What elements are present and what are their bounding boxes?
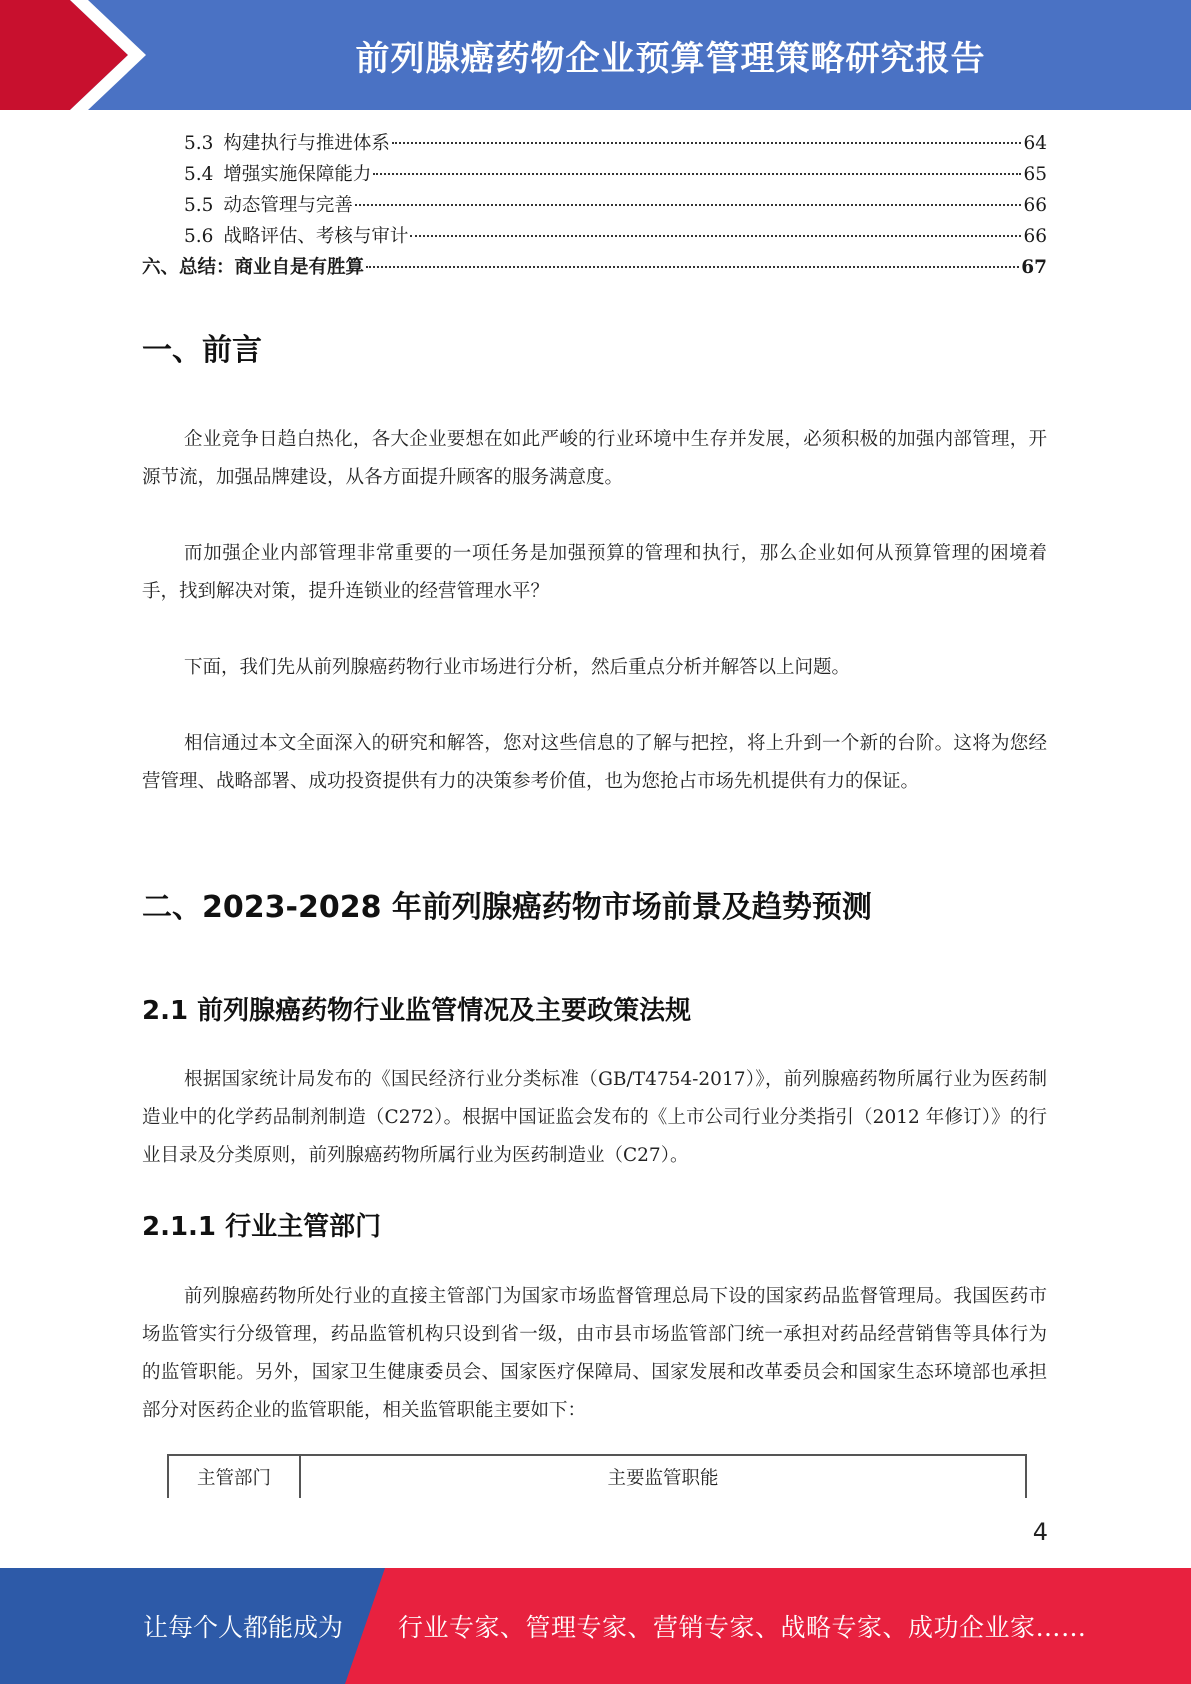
toc-entry[interactable]	[142, 252, 1047, 283]
toc-entry-number: 5.5	[184, 195, 214, 216]
paragraph: 相信通过本文全面深入的研究和解答，您对这些信息的了解与把控，将上升到一个新的台阶。这将为您经营管理、战略部署、成功投资提供有力的决策参考价值，也为您抢占市场先机提供有力的保证。	[142, 733, 1047, 792]
toc-entry-number: 5.3	[184, 133, 214, 154]
toc-entry-label: 动态管理与完善	[223, 195, 353, 216]
section-heading-market-outlook: 二、2023-2028 年前列腺癌药物市场前景及趋势预测	[142, 890, 872, 925]
page-header	[0, 0, 1191, 110]
paragraph: 而加强企业内部管理非常重要的一项任务是加强预算的管理和执行，那么企业如何从预算管理的困境着手，找到解决对策，提升连锁业的经营管理水平？	[142, 543, 1047, 602]
toc-entry-page: 65	[1023, 164, 1047, 185]
table-of-contents	[142, 128, 1047, 283]
toc-entry[interactable]	[142, 159, 1047, 190]
footer-slogan-right: 行业专家、管理专家、营销专家、战略专家、成功企业家……	[398, 1613, 1087, 1642]
paragraph: 根据国家统计局发布的《国民经济行业分类标准（GB/T4754-2017）》，前列腺癌药物所属行业为医药制造业中的化学药品制剂制造（C272）。根据中国证监会发布的《上市公司行业分类指引（2012 年修订）》的行业目录及分类原则，前列腺癌药物所属行业为医药制造业（C27）。	[142, 1069, 1047, 1166]
header-title: 前列腺癌药物企业预算管理策略研究报告	[355, 38, 986, 79]
toc-leader-dots	[392, 142, 1022, 144]
toc-leader-dots	[373, 173, 1021, 175]
paragraph: 前列腺癌药物所处行业的直接主管部门为国家市场监督管理总局下设的国家药品监督管理局。我国医药市场监管实行分级管理，药品监管机构只设到省一级，由市县市场监管部门统一承担对药品经营销售等具体行为的监管职能。另外，国家卫生健康委员会、国家医疗保障局、国家发展和改革委员会和国家生态环境部也承担部分对医药企业的监管职能，相关监管职能主要如下：	[142, 1286, 1047, 1421]
page-footer	[0, 1568, 1191, 1684]
toc-entry[interactable]	[142, 190, 1047, 221]
paragraph: 下面，我们先从前列腺癌药物行业市场进行分析，然后重点分析并解答以上问题。	[184, 657, 851, 678]
toc-entry-page: 66	[1023, 226, 1047, 247]
toc-entry[interactable]	[142, 221, 1047, 252]
paragraph: 企业竞争日趋白热化，各大企业要想在如此严峻的行业环境中生存并发展，必须积极的加强内部管理，开源节流，加强品牌建设，从各方面提升顾客的服务满意度。	[142, 429, 1047, 488]
page-number: 4	[1032, 1518, 1048, 1546]
toc-entry-page: 67	[1021, 257, 1047, 278]
toc-leader-dots	[366, 266, 1019, 268]
section-heading-preface: 一、前言	[142, 333, 262, 368]
subsection-heading-2-1-1: 2.1.1 行业主管部门	[142, 1212, 382, 1242]
table-header-functions: 主要监管职能	[607, 1468, 719, 1489]
subsection-heading-2-1: 2.1 前列腺癌药物行业监管情况及主要政策法规	[142, 996, 692, 1026]
toc-entry-label: 战略评估、考核与审计	[223, 226, 409, 247]
toc-entry-label: 构建执行与推进体系	[223, 133, 390, 154]
toc-leader-dots	[355, 204, 1022, 206]
regulators-table	[167, 1454, 1027, 1498]
toc-entry-number: 5.6	[184, 226, 214, 247]
toc-entry-page: 66	[1023, 195, 1047, 216]
toc-entry-label: 六、总结：商业自是有胜算	[142, 257, 365, 278]
footer-slogan-left: 让每个人都能成为	[143, 1613, 344, 1642]
toc-entry-number: 5.4	[184, 164, 214, 185]
header-arrow-decoration	[0, 0, 160, 110]
toc-leader-dots	[410, 235, 1021, 237]
toc-entry-page: 64	[1023, 133, 1047, 154]
toc-entry[interactable]	[142, 128, 1047, 159]
table-header-department: 主管部门	[169, 1456, 301, 1498]
toc-entry-label: 增强实施保障能力	[223, 164, 372, 185]
